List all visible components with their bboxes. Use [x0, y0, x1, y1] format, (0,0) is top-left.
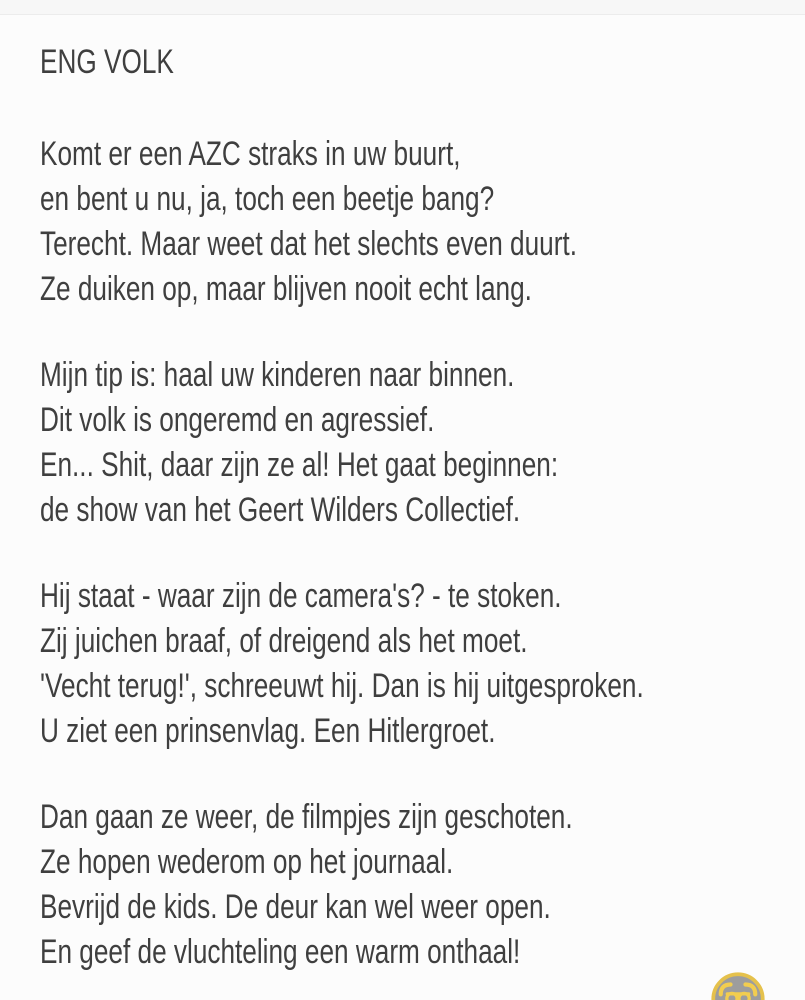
stanza-1 — [40, 132, 779, 312]
face-with-glasses-icon — [710, 971, 766, 1000]
poem-line: en bent u nu, ja, toch een beetje bang? — [40, 180, 495, 218]
stanza-3 — [40, 574, 779, 754]
poem-line: Bevrijd de kids. De deur kan wel weer open. — [40, 888, 551, 926]
poem-line: Ze duiken op, maar blijven nooit echt lang. — [40, 270, 532, 308]
poem-line: Zij juichen braaf, of dreigend als het moet. — [40, 622, 528, 660]
avatar[interactable] — [710, 971, 766, 1000]
poem-line: U ziet een prinsenvlag. Een Hitlergroet. — [40, 712, 496, 750]
poem-line: En... Shit, daar zijn ze al! Het gaat beginnen: — [40, 446, 559, 484]
stanza-4 — [40, 795, 779, 975]
poem-line: Komt er een AZC straks in uw buurt, — [40, 135, 461, 173]
poem-line: Terecht. Maar weet dat het slechts even duurt. — [40, 225, 577, 263]
poem-line: Mijn tip is: haal uw kinderen naar binnen. — [40, 356, 515, 394]
poem-line: Dit volk is ongeremd en agressief. — [40, 401, 435, 439]
poem-line: En geef de vluchteling een warm onthaal! — [40, 933, 521, 971]
poem-body — [40, 132, 779, 975]
poem-line: Ze hopen wederom op het journaal. — [40, 843, 454, 881]
poem-line: Hij staat - waar zijn de camera's? - te stoken. — [40, 577, 562, 615]
page-title: ENG VOLK — [40, 43, 174, 81]
poem-content — [40, 40, 779, 975]
poem-line: 'Vecht terug!', schreeuwt hij. Dan is hij uitgesproken. — [40, 667, 644, 705]
poem-line: Dan gaan ze weer, de filmpjes zijn geschoten. — [40, 798, 573, 836]
top-divider — [0, 0, 805, 15]
stanza-2 — [40, 353, 779, 533]
poem-line: de show van het Geert Wilders Collectief. — [40, 491, 521, 529]
